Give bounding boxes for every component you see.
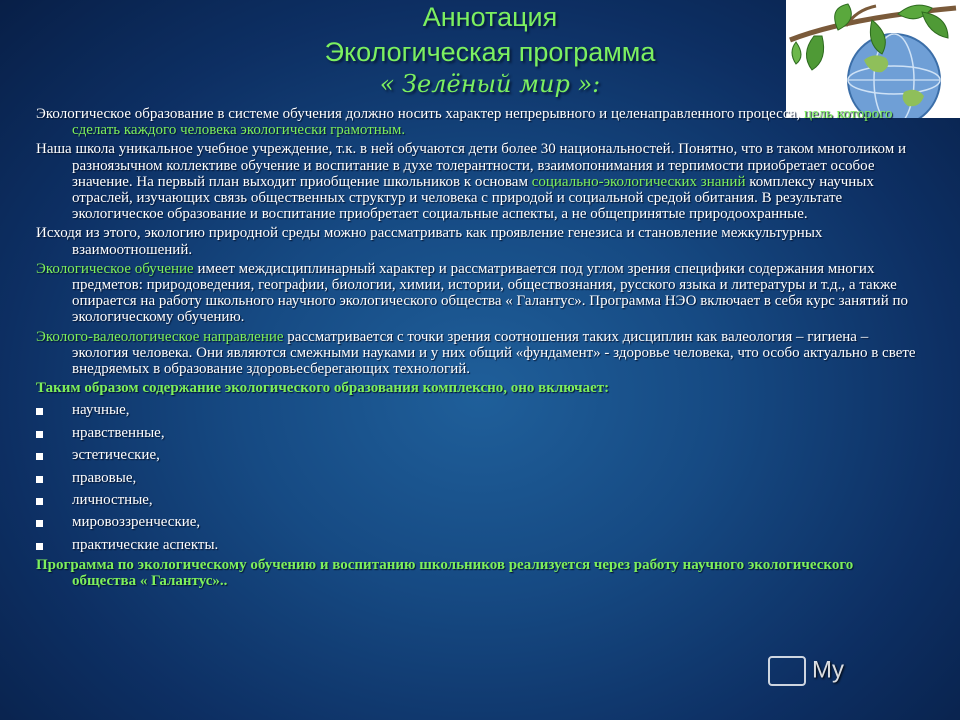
title-program: Экологическая программа xyxy=(324,37,656,67)
presentation-icon xyxy=(768,656,806,686)
highlight-social-knowledge: социально-экологических знаний xyxy=(531,173,750,190)
bullet-icon xyxy=(36,498,43,505)
slide-title xyxy=(190,0,790,98)
footer-note: Программа по экологическому обучению и воспитанию школьников реализуется через работу научного экологического общества « Галантус».. xyxy=(36,557,854,590)
bullet-icon xyxy=(36,408,43,415)
bullet-icon xyxy=(36,453,43,460)
paragraph-school xyxy=(36,141,916,222)
paragraph-valeology xyxy=(36,329,916,378)
highlight-valeology: Эколого-валеологическое направление xyxy=(36,328,288,345)
paragraph-text: комплексу научных отраслей, изучающих связь общественных структур и человека с природой и социальной средой обитания. В результате экологическое образование и воспитание приобретает социальные аспекты, а не общепринятые природоохранные. xyxy=(72,173,874,223)
paragraph-text: Экологическое образование в системе обучения должно носить характер непрерывного и целенаправленного процесса, xyxy=(36,106,804,122)
title-program-name: « Зелёный мир »: xyxy=(379,70,601,98)
paragraph-summary: Таким образом содержание экологического образования комплексно, оно включает: xyxy=(36,380,610,397)
bullet-icon xyxy=(36,431,43,438)
paragraph-genesis: Исходя из этого, экологию природной среды можно рассматривать как проявление генезиса и становление межкультурных взаимоотношений. xyxy=(36,225,823,258)
highlight-goal: цель которого сделать каждого человека экологически грамотным. xyxy=(72,106,893,139)
list-item: научные, xyxy=(36,399,916,421)
aspects-list xyxy=(36,399,916,556)
list-item: нравственные, xyxy=(36,422,916,444)
bullet-icon xyxy=(36,520,43,527)
list-item: эстетические, xyxy=(36,444,916,466)
list-item: практические аспекты. xyxy=(36,534,916,556)
paragraph-education xyxy=(36,106,916,138)
bullet-icon xyxy=(36,543,43,550)
paragraph-text: имеет междисциплинарный характер и рассматривается под углом зрения специфики содержания многих предметов: природоведения, географии, биологии, химии, истории, обществознания, русского языка и литературы и т.д., а также опирается на работу школьного научного экологического общества « Галантус». Программа НЭО включает в себя курс занятий по экологическому обучению. xyxy=(72,260,909,326)
list-item: правовые, xyxy=(36,467,916,489)
list-item: мировоззренческие, xyxy=(36,511,916,533)
watermark: My xyxy=(768,656,844,686)
globe-with-leaves-icon xyxy=(786,0,960,118)
list-item: личностные, xyxy=(36,489,916,511)
bullet-icon xyxy=(36,476,43,483)
slide-body xyxy=(36,106,916,590)
paragraph-text: рассматривается с точки зрения соотношения таких дисциплин как валеология – гигиена – экология человека. Они являются смежными науками и у них общий «фундамент» - здоровье человека, что особо актуально в свете внедряемых в образование здоровьесберегающих технологий. xyxy=(72,328,916,378)
paragraph-ecological-learning xyxy=(36,261,916,326)
paragraph-text: Наша школа уникальное учебное учреждение, т.к. в ней обучаются дети более 30 национальностей. Понятно, что в таком многоликом и разноязычном коллективе обучение и воспитание в духе толерантности, взаимопонимания и терпимости приобретает особое значение. На первый план выходит приобщение школьников к основам xyxy=(36,141,907,190)
highlight-ecological-learning: Экологическое обучение xyxy=(36,260,194,277)
title-annotation: Аннотация xyxy=(422,2,558,32)
